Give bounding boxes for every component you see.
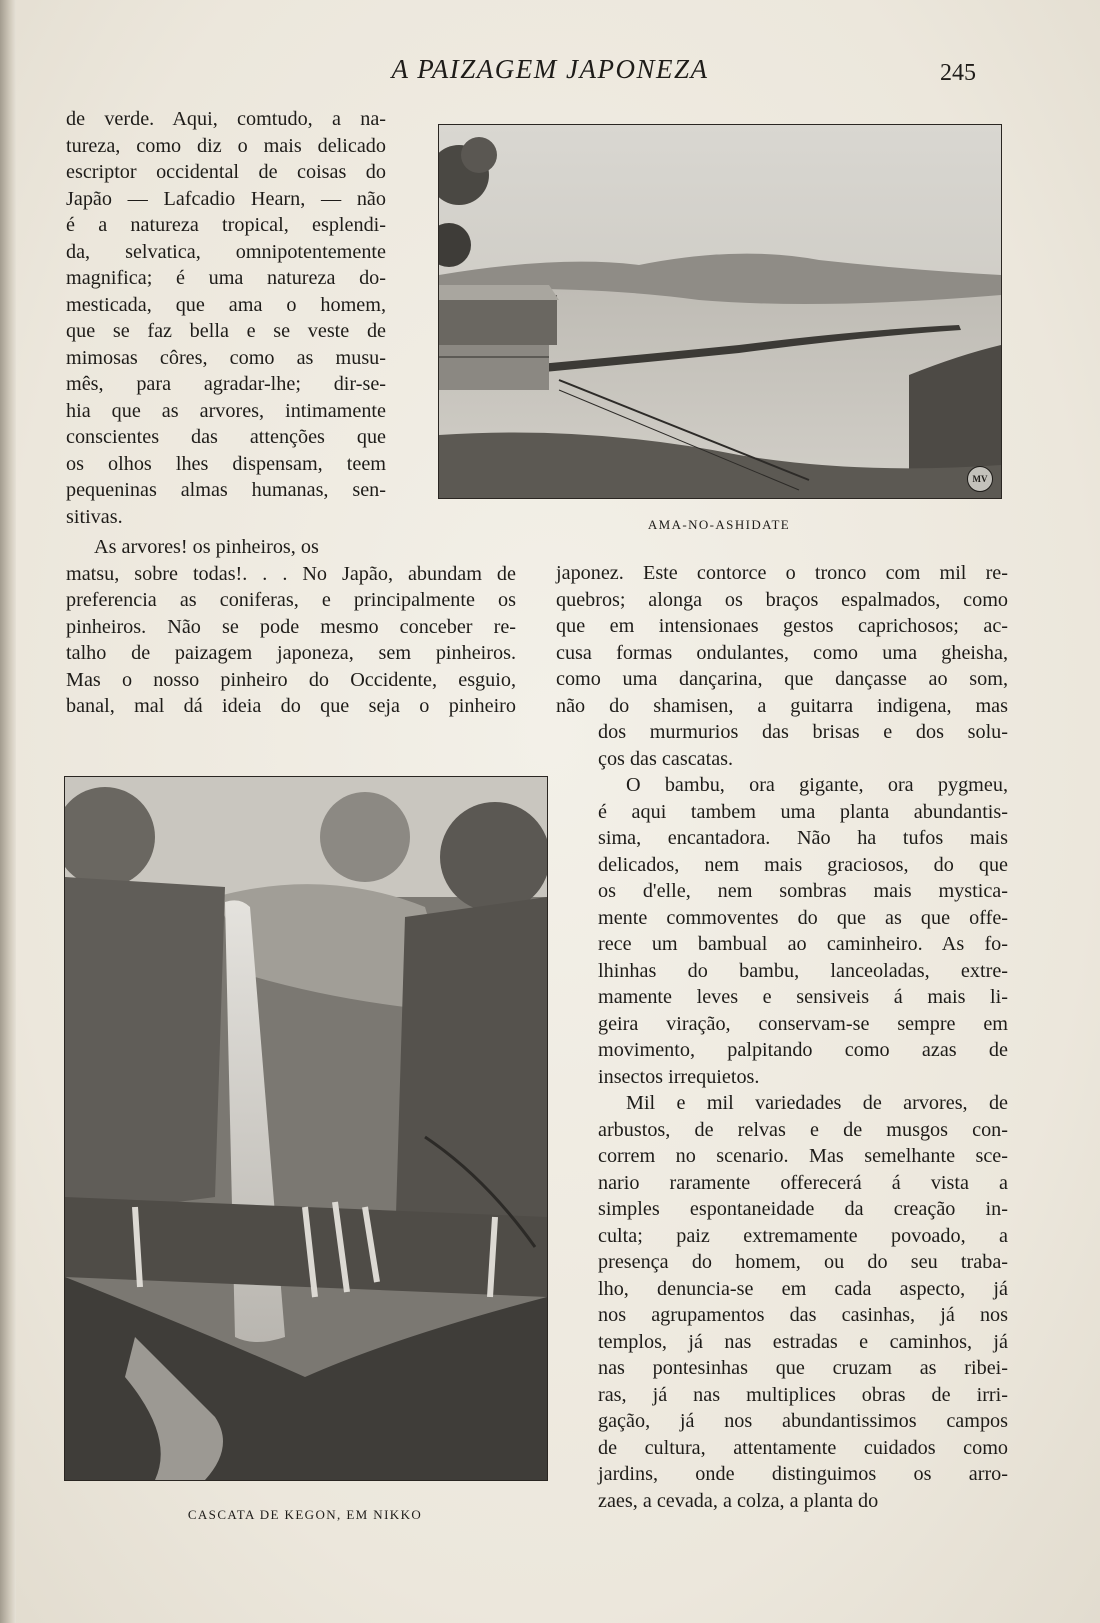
waterfall-illustration [65, 777, 547, 1480]
paragraph-line: rece um bambual ao caminheiro. As fo- [598, 933, 1008, 955]
paragraph-line: de cultura, attentamente cuidados como [598, 1436, 1008, 1459]
paragraph-line: pinheiros. Não se pode mesmo conceber re- [66, 615, 516, 638]
paragraph-line: gação, já nos abundantissimos campos [598, 1410, 1008, 1432]
paragraph-line: não do shamisen, a guitarra indigena, mas [556, 694, 1008, 717]
paragraph-line: Japão — Lafcadio Hearn, — não [66, 187, 386, 210]
paragraph-line: escriptor occidental de coisas do [66, 161, 386, 183]
paragraph-line: tureza, como diz o mais delicado [66, 134, 386, 157]
paragraph-line: correm no scenario. Mas semelhante sce- [598, 1145, 1008, 1167]
paragraph-line: presença do homem, ou do seu traba- [598, 1251, 1008, 1273]
photo-ama-no-ashidate [438, 124, 1002, 499]
left-column-top [66, 106, 386, 530]
book-binding-edge [0, 0, 16, 1623]
paragraph-line: dos murmurios das brisas e dos solu- [598, 721, 1008, 743]
paragraph-line: sima, encantadora. Não ha tufos mais [598, 827, 1008, 849]
paragraph-line: conscientes das attenções que [66, 426, 386, 448]
paragraph-line: lhinhas do bambu, lanceoladas, extre- [598, 959, 1008, 982]
left-column-mid-head [66, 534, 516, 561]
paragraph-line: é a natureza tropical, esplendi- [66, 214, 386, 236]
paragraph-line: lho, denuncia-se em cada aspecto, já [598, 1277, 1008, 1300]
paragraph-line: que se faz bella e se veste de [66, 320, 386, 342]
paragraph-line: mesticada, que ama o homem, [66, 293, 386, 316]
paragraph-line: insectos irrequietos. [598, 1065, 760, 1088]
paragraph-line: que em intensionaes gestos caprichosos; ac- [556, 615, 1008, 637]
paragraph-line: arbustos, de relvas e de musgos con- [598, 1118, 1008, 1141]
paragraph-line: mês, para agradar-lhe; dir-se- [66, 373, 386, 395]
paragraph-line: preferencia as coniferas, e principalmente os [66, 589, 516, 611]
left-column-top-lines [66, 106, 386, 530]
paragraph-line: geira viração, conservam-se sempre em [598, 1012, 1008, 1035]
paragraph-line: culta; paiz extremamente povoado, a [598, 1224, 1008, 1247]
paragraph-line: da, selvatica, omnipotentemente [66, 240, 386, 263]
paragraph-line: jardins, onde distinguimos os arro- [598, 1463, 1008, 1485]
paragraph-line: japonez. Este contorce o tronco com mil re- [556, 562, 1008, 584]
caption-ama-no-ashidate: AMA-NO-ASHIDATE [647, 517, 791, 532]
right-column-top-lines [556, 560, 1008, 719]
paragraph-line: movimento, palpitando como azas de [598, 1039, 1008, 1061]
paragraph-line: nos agrupamentos das casinhas, já nos [598, 1304, 1008, 1326]
paragraph-line: pequeninas almas humanas, sen- [66, 479, 386, 501]
paragraph-line: zaes, a cevada, a colza, a planta do [598, 1489, 879, 1512]
paragraph-line: ços das cascatas. [598, 747, 734, 770]
paragraph-line: templos, já nas estradas e caminhos, já [598, 1330, 1008, 1353]
paragraph-line: nas pontesinhas que cruzam as ribei- [598, 1357, 1008, 1379]
paragraph-line: os olhos lhes dispensam, teem [66, 452, 386, 475]
running-head-title: A PAIZAGEM JAPONEZA [391, 54, 709, 84]
paragraph-line: é aqui tambem uma planta abundantis- [598, 800, 1008, 823]
page-number: 245 [940, 60, 976, 86]
paragraph-line: As arvores! os pinheiros, os [94, 536, 319, 558]
caption-cascata-de-kegon: CASCATA DE KEGON, EM NIKKO [187, 1507, 423, 1522]
paragraph-line: banal, mal dá ideia do que seja o pinheiro [66, 695, 516, 717]
paragraph-line: matsu, sobre todas!. . . No Japão, abundam de [66, 562, 516, 585]
paragraph-line: mente commoventes do que as que offe- [598, 906, 1008, 929]
photographer-monogram: MV [967, 466, 993, 492]
left-column-mid-lines [66, 561, 516, 720]
paragraph-line: ras, já nas multiplices obras de irri- [598, 1383, 1008, 1406]
paragraph-line: como uma dançarina, que dançasse ao som, [556, 668, 1008, 690]
right-column-main [598, 719, 1008, 1514]
paragraph-line: delicados, nem mais graciosos, do que [598, 853, 1008, 876]
paragraph-line: magnifica; é uma natureza do- [66, 267, 386, 289]
paragraph-line: sitivas. [66, 505, 123, 528]
right-column-main-lines [598, 719, 1008, 1514]
paragraph-line: simples espontaneidade da creação in- [598, 1198, 1008, 1220]
paragraph-line: nario raramente offerecerá á vista a [598, 1171, 1008, 1194]
paragraph-line: mimosas côres, como as musu- [66, 346, 386, 369]
paragraph-line: mamente leves e sensiveis á mais li- [598, 986, 1008, 1008]
left-column-mid [66, 534, 516, 720]
paragraph-line: talho de paizagem japoneza, sem pinheiros. [66, 642, 516, 664]
landscape-lake-illustration [439, 125, 1001, 498]
paragraph-line: cusa formas ondulantes, como uma gheisha, [556, 641, 1008, 664]
paragraph-line: Mas o nosso pinheiro do Occidente, esguio, [66, 668, 516, 691]
paragraph-line: de verde. Aqui, comtudo, a na- [66, 108, 386, 130]
paragraph-line: hia que as arvores, intimamente [66, 399, 386, 422]
paragraph-line: quebros; alonga os braços espalmados, como [556, 588, 1008, 611]
paragraph-line: os d'elle, nem sombras mais mystica- [598, 880, 1008, 902]
paragraph-line: O bambu, ora gigante, ora pygmeu, [626, 774, 1008, 796]
right-column-top [556, 560, 1008, 719]
photo-cascata-de-kegon [64, 776, 548, 1481]
paragraph-line: Mil e mil variedades de arvores, de [626, 1092, 1008, 1114]
